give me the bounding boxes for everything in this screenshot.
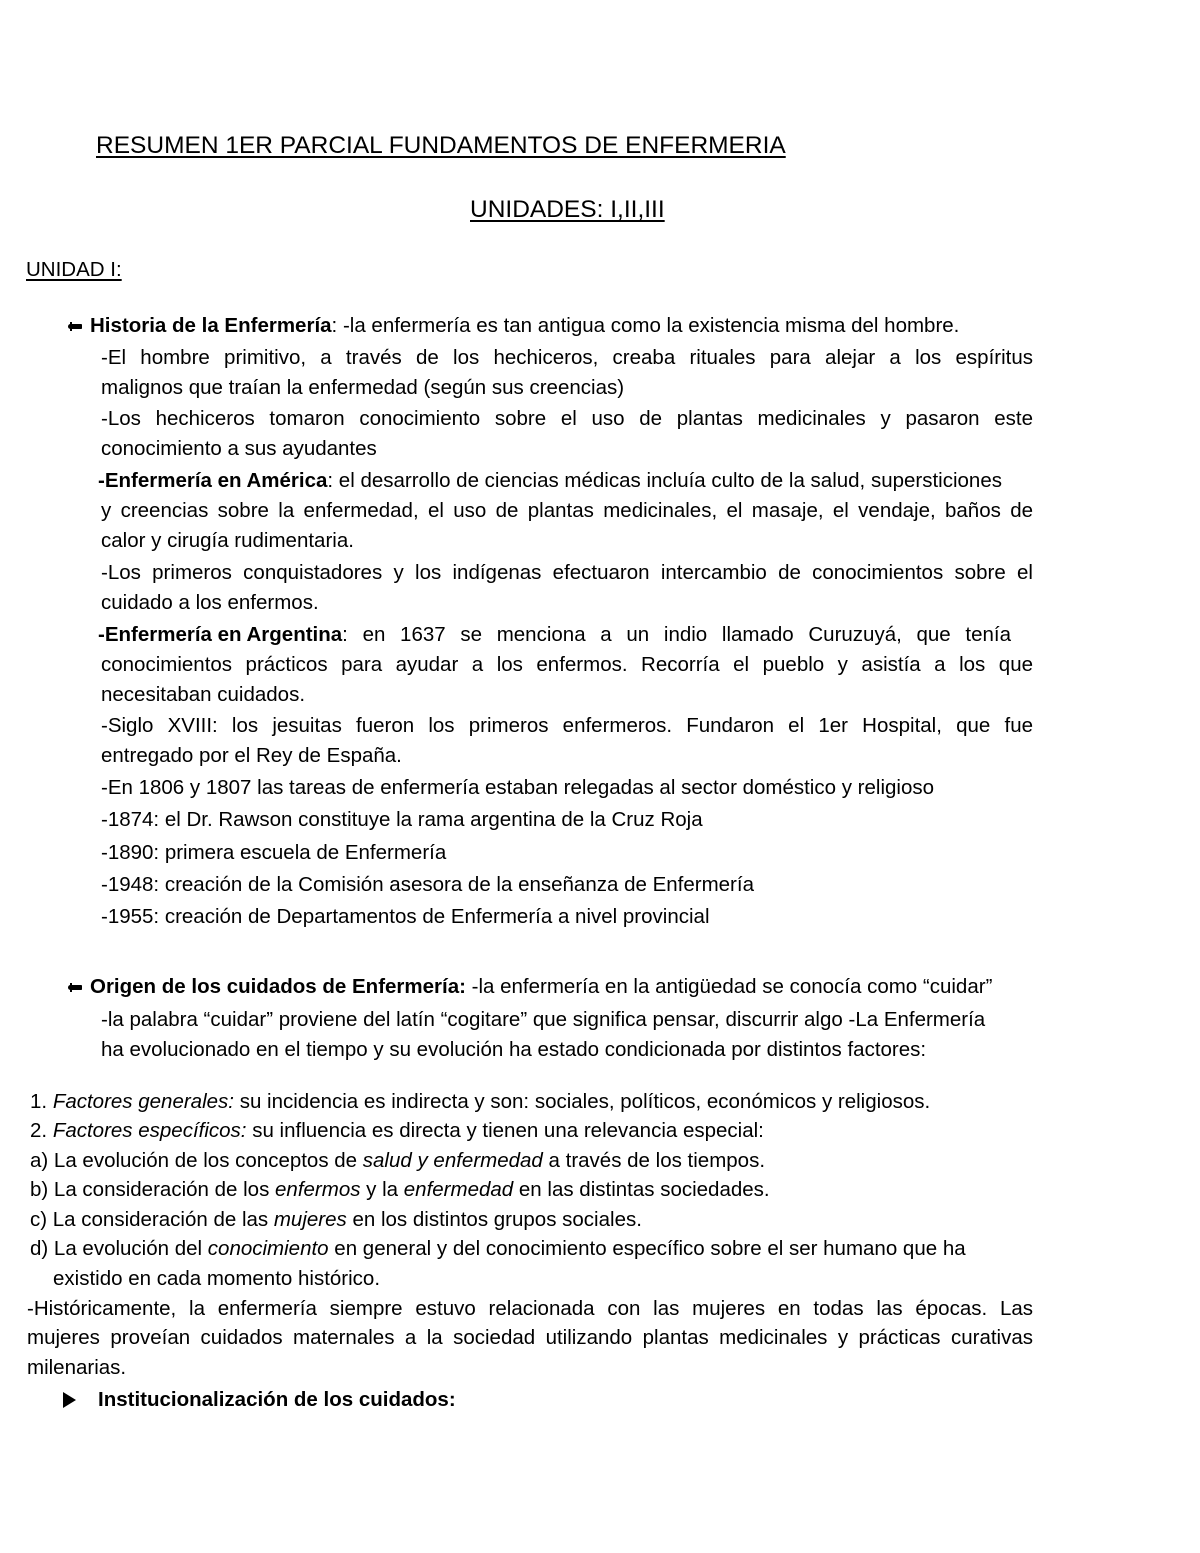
list-letter: c) xyxy=(30,1208,48,1231)
sub-item-text: a través de los tiempos. xyxy=(542,1149,766,1172)
list-letter: d) xyxy=(30,1237,49,1260)
list-letter: a) xyxy=(30,1149,49,1172)
sub-item-emphasis: mujeres xyxy=(273,1208,347,1231)
sub-item-text: La evolución del xyxy=(48,1237,208,1260)
paragraph-line: entregado por el Rey de España. xyxy=(101,744,402,767)
quill-bullet-icon xyxy=(66,983,86,993)
factor-text: su incidencia es indirecta y son: sociales, políticos, económicos y religiosos. xyxy=(234,1090,931,1113)
arrow-bullet-icon xyxy=(63,1392,76,1408)
paragraph-line: existido en cada momento histórico. xyxy=(53,1267,381,1290)
sub-item-text: en general y del conocimiento específico sobre el ser humano que ha xyxy=(328,1237,966,1260)
sub-item-text: La consideración de las xyxy=(47,1208,274,1231)
factor-label: Factores generales: xyxy=(52,1090,234,1113)
paragraph-line: -En 1806 y 1807 las tareas de enfermería estaban relegadas al sector doméstico y religioso xyxy=(101,776,935,799)
instit-line xyxy=(63,1388,456,1412)
paragraph-line: malignos que traían la enfermedad (según sus creencias) xyxy=(101,376,625,399)
paragraph-line: -1955: creación de Departamentos de Enfermería a nivel provincial xyxy=(101,905,710,928)
sub-item xyxy=(30,1208,642,1232)
origen-line xyxy=(66,975,992,999)
argentina-heading: -Enfermería en Argentina xyxy=(98,623,343,646)
unit-heading: UNIDAD I: xyxy=(26,258,122,281)
document-title: RESUMEN 1ER PARCIAL FUNDAMENTOS DE ENFERMERIA xyxy=(96,132,786,159)
origen-intro: -la enfermería en la antigüedad se conocía como “cuidar” xyxy=(465,975,993,998)
paragraph-line: -1874: el Dr. Rawson constituye la rama argentina de la Cruz Roja xyxy=(101,808,703,831)
paragraph-line: -Los primeros conquistadores y los indígenas efectuaron intercambio de conocimientos sobre el xyxy=(101,561,1033,584)
sub-item-text: y la xyxy=(360,1178,404,1201)
origen-heading: Origen de los cuidados de Enfermería: xyxy=(90,975,466,998)
factor-item xyxy=(30,1119,764,1143)
paragraph-line: necesitaban cuidados. xyxy=(101,683,306,706)
sub-item-emphasis: enfermos xyxy=(275,1178,361,1201)
paragraph-line: -El hombre primitivo, a través de los hechiceros, creaba rituales para alejar a los espíritus xyxy=(101,346,1033,369)
paragraph-line: ha evolucionado en el tiempo y su evolución ha estado condicionada por distintos factores: xyxy=(101,1038,927,1061)
historia-line xyxy=(66,314,959,338)
historia-heading: Historia de la Enfermería xyxy=(90,314,332,337)
sub-item-emphasis: enfermedad xyxy=(403,1178,514,1201)
america-text: : el desarrollo de ciencias médicas incluía culto de la salud, supersticiones xyxy=(327,469,1002,492)
sub-item-text: La consideración de los xyxy=(48,1178,276,1201)
paragraph-line: cuidado a los enfermos. xyxy=(101,591,319,614)
sub-item xyxy=(30,1178,770,1202)
list-number: 1. xyxy=(30,1090,48,1113)
paragraph-line: y creencias sobre la enfermedad, el uso de plantas medicinales, el masaje, el vendaje, baños de xyxy=(101,499,1033,522)
paragraph-line: -la palabra “cuidar” proviene del latín “cogitare” que significa pensar, discurrir algo -La Enfermería xyxy=(101,1008,986,1031)
argentina-line xyxy=(98,623,1011,647)
paragraph-line: mujeres proveían cuidados maternales a la sociedad utilizando plantas medicinales y prácticas curativas xyxy=(27,1326,1033,1349)
paragraph-line: -1890: primera escuela de Enfermería xyxy=(101,841,447,864)
paragraph-line: -1948: creación de la Comisión asesora de la enseñanza de Enfermería xyxy=(101,873,754,896)
paragraph-line: conocimientos prácticos para ayudar a los enfermos. Recorría el pueblo y asistía a los que xyxy=(101,653,1033,676)
paragraph-line: milenarias. xyxy=(27,1356,127,1379)
sub-item-emphasis: salud y enfermedad xyxy=(362,1149,543,1172)
quill-bullet-icon xyxy=(66,322,86,332)
paragraph-line: -Siglo XVIII: los jesuitas fueron los primeros enfermeros. Fundaron el 1er Hospital, que fue xyxy=(101,714,1033,737)
america-heading: -Enfermería en América xyxy=(98,469,328,492)
list-number: 2. xyxy=(30,1119,48,1142)
america-line xyxy=(98,469,1033,493)
factor-label: Factores específicos: xyxy=(52,1119,247,1142)
paragraph-line: -Los hechiceros tomaron conocimiento sobre el uso de plantas medicinales y pasaron este xyxy=(101,407,1033,430)
instit-heading: Institucionalización de los cuidados: xyxy=(98,1388,456,1411)
sub-item-text: La evolución de los conceptos de xyxy=(48,1149,363,1172)
historia-intro: : -la enfermería es tan antigua como la existencia misma del hombre. xyxy=(331,314,960,337)
paragraph-line: -Históricamente, la enfermería siempre estuvo relacionada con las mujeres en todas las épocas. Las xyxy=(27,1297,1033,1320)
paragraph-line: calor y cirugía rudimentaria. xyxy=(101,529,354,552)
paragraph-line: conocimiento a sus ayudantes xyxy=(101,437,377,460)
factor-text: su influencia es directa y tienen una relevancia especial: xyxy=(246,1119,764,1142)
sub-item xyxy=(30,1149,765,1173)
argentina-text: : en 1637 se menciona a un indio llamado Curuzuyá, que tenía xyxy=(342,623,1011,646)
factor-item xyxy=(30,1090,930,1114)
list-letter: b) xyxy=(30,1178,49,1201)
sub-item-emphasis: conocimiento xyxy=(207,1237,329,1260)
document-subtitle: UNIDADES: I,II,III xyxy=(470,196,665,223)
sub-item-text: en los distintos grupos sociales. xyxy=(346,1208,642,1231)
sub-item xyxy=(30,1237,1033,1261)
sub-item-text: en las distintas sociedades. xyxy=(513,1178,770,1201)
